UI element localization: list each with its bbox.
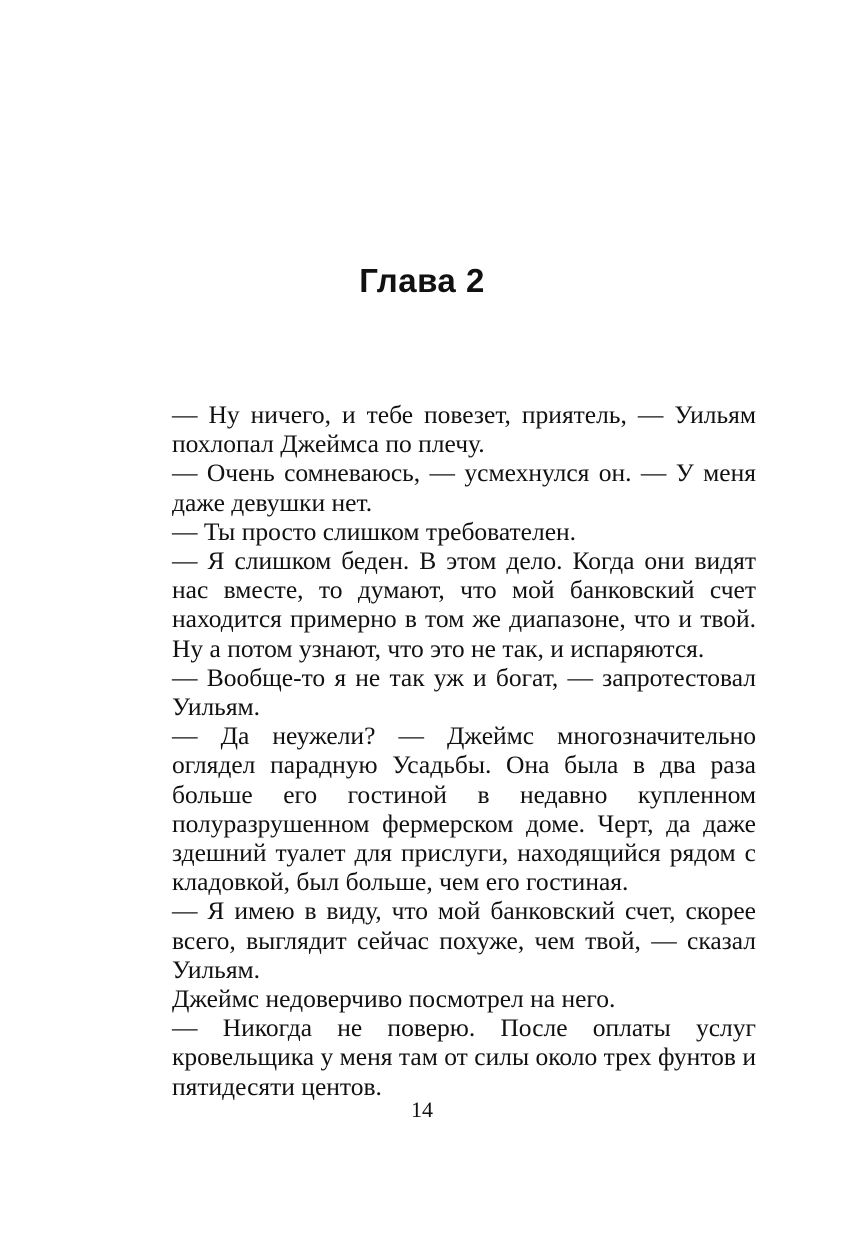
page-number: 14 [411,1097,433,1122]
paragraph-6: — Да неужели? — Джеймс многозначительно оглядел парадную Усадьбы. Она была в два раза больше его гостиной в недавно купленном полуразрушенном фермерском доме. Черт, да даже здешний туалет для прислуги, находящийся рядом с кладовкой, был больше, чем его гостиная. [172,721,756,897]
paragraph-1: — Ну ничего, и тебе повезет, приятель, — Уильям похлопал Джеймса по плечу. [172,400,756,459]
paragraph-3: — Ты просто слишком требователен. [172,516,577,546]
paragraph-5: — Вообще-то я не так уж и богат, — запротестовал Уильям. [172,662,756,722]
paragraph-8: Джеймс недоверчиво посмотрел на него. [172,984,616,1014]
chapter-body [172,400,756,1101]
paragraph-7: — Я имею в виду, что мой банковский счет, скорее всего, выглядит сейчас похуже, чем твой, — сказал Уильям. [172,896,756,984]
paragraph-2: — Очень сомневаюсь, — усмехнулся он. — У меня даже девушки нет. [172,458,756,517]
chapter-title: Глава 2 [359,262,485,299]
paragraph-9: — Никогда не поверю. После оплаты услуг кровельщика у меня там от силы около трех фунтов и пятидесяти центов. [172,1013,756,1101]
paragraph-4: — Я слишком беден. В этом дело. Когда они видят нас вместе, то думают, что мой банковский счет находится примерно в том же диапазоне, что и твой. Ну а потом узнают, что это не так, и испаряются. [172,546,756,663]
